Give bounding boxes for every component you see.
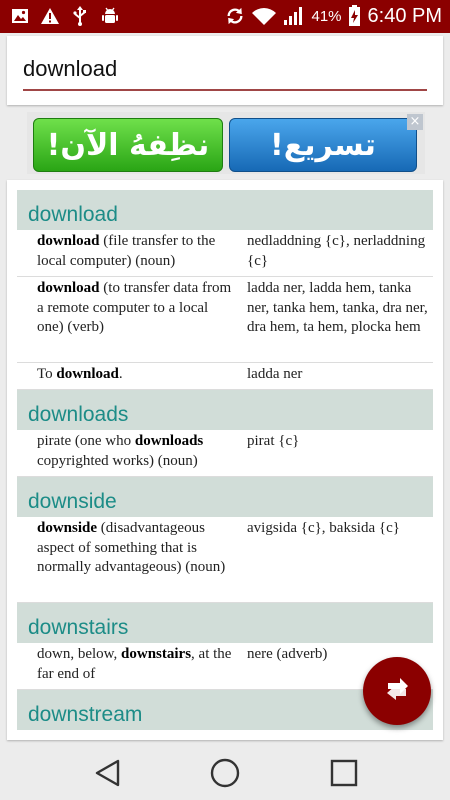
table-row[interactable] xyxy=(17,363,433,390)
wifi-icon xyxy=(251,6,277,26)
ad-clean-now-label: نظِفهُ الآن! xyxy=(46,127,210,163)
term-highlight: download xyxy=(56,366,119,382)
back-icon[interactable] xyxy=(88,756,128,790)
term-cell xyxy=(37,279,232,338)
search-underline xyxy=(23,89,427,91)
term-highlight: downstairs xyxy=(121,646,192,662)
image-icon xyxy=(10,6,30,26)
usb-icon xyxy=(70,6,90,26)
term-highlight: downloads xyxy=(134,433,204,449)
table-row[interactable] xyxy=(17,277,433,363)
term-text: down, below, xyxy=(37,646,122,662)
swap-arrows-icon xyxy=(384,676,410,706)
table-row[interactable] xyxy=(17,230,433,277)
section-header-label: downloads xyxy=(28,403,129,426)
section-header-label: download xyxy=(28,203,118,226)
term-text: pirate (one who xyxy=(37,433,135,449)
clock: 6:40 PM xyxy=(367,4,442,27)
warning-icon xyxy=(40,6,60,26)
swap-language-button[interactable] xyxy=(363,657,431,725)
section-header-label: downstairs xyxy=(28,616,129,639)
section-header-downside xyxy=(17,477,433,517)
ad-speed-up-button[interactable] xyxy=(229,118,417,172)
close-icon[interactable]: × xyxy=(407,114,423,130)
section-header-label: downside xyxy=(28,490,117,513)
section-header-downstairs xyxy=(17,603,433,643)
ad-banner[interactable] xyxy=(27,112,425,174)
section-header-downloads xyxy=(17,390,433,430)
term-highlight: download xyxy=(37,280,100,296)
translation-cell: nedladdning {c}, nerladdning {c} xyxy=(247,233,426,269)
term-cell xyxy=(37,645,232,684)
section-header-label: downstream xyxy=(28,703,143,726)
term-text: . xyxy=(118,366,123,382)
translation-cell: pirat {c} xyxy=(247,433,300,449)
term-text: copyrighted works) (noun) xyxy=(37,452,198,469)
ad-clean-now-button[interactable] xyxy=(33,118,223,172)
term-text: (disadvantageous aspect of something that is normally advantageous) (noun) xyxy=(37,520,226,575)
search-input[interactable] xyxy=(23,52,427,86)
term-text: To xyxy=(37,366,57,382)
term-cell xyxy=(37,365,232,385)
translation-cell: ladda ner xyxy=(247,366,303,382)
term-cell xyxy=(37,519,232,578)
section-header-download xyxy=(17,190,433,230)
translation-cell: avigsida {c}, baksida {c} xyxy=(247,520,400,536)
term-highlight: download xyxy=(37,233,100,249)
sync-icon xyxy=(225,6,245,26)
recents-icon[interactable] xyxy=(324,756,364,790)
results-list[interactable] xyxy=(7,180,443,740)
table-row[interactable] xyxy=(17,430,433,477)
status-bar xyxy=(0,0,450,33)
navigation-bar xyxy=(0,745,450,800)
term-text: (to transfer data from a remote computer to a local one) (verb) xyxy=(37,280,232,335)
term-text: (file transfer to the local computer) (noun) xyxy=(37,233,216,269)
battery-percent: 41% xyxy=(311,7,342,25)
term-cell xyxy=(37,432,232,471)
table-row[interactable] xyxy=(17,517,433,603)
battery-charging-icon xyxy=(348,6,362,26)
ad-speed-up-label: تسريع! xyxy=(270,127,376,163)
translation-cell: nere (adverb) xyxy=(247,646,328,662)
android-debug-icon xyxy=(100,6,120,26)
term-cell xyxy=(37,232,232,271)
signal-icon xyxy=(283,6,305,26)
home-icon[interactable] xyxy=(205,756,245,790)
translation-cell: ladda ner, ladda hem, tanka ner, tanka hem, tanka, dra ner, dra hem, ta hem, plocka hem xyxy=(247,280,428,335)
search-card xyxy=(7,36,443,105)
term-highlight: downside xyxy=(37,520,98,536)
term-text: , at the far end of xyxy=(37,646,232,682)
